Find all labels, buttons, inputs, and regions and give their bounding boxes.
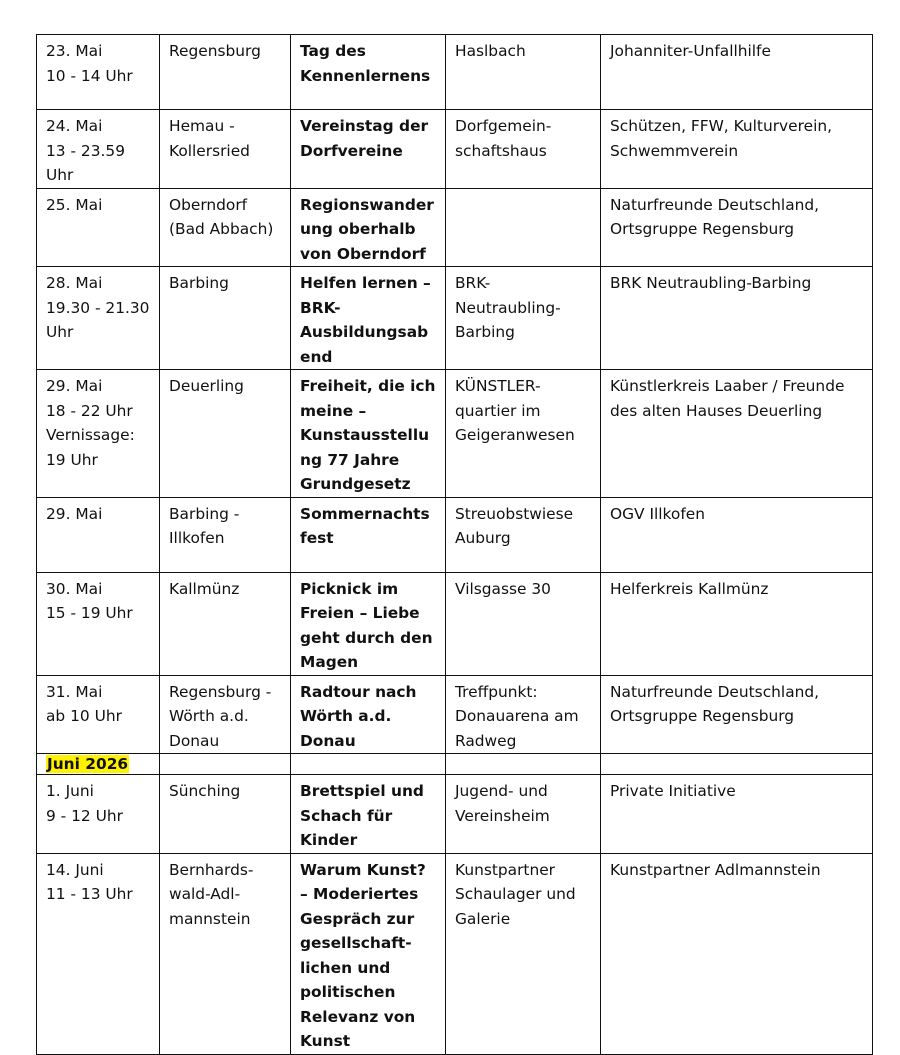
month-cell [37, 754, 160, 775]
date-cell: 30. Mai 15 - 19 Uhr [37, 572, 160, 675]
place-cell: Hemau - Kollersried [160, 110, 291, 189]
venue-cell: Vilsgasse 30 [446, 572, 601, 675]
venue-cell [446, 188, 601, 267]
venue-cell: KÜNSTLER- quartier im Geigeranwesen [446, 370, 601, 498]
organizer-cell: BRK Neutraubling-Barbing [601, 267, 873, 370]
organizer-cell: Schützen, FFW, Kulturverein, Schwemmverein [601, 110, 873, 189]
date-cell: 29. Mai [37, 497, 160, 572]
place-cell: Barbing - Illkofen [160, 497, 291, 572]
place-cell: Regensburg - Wörth a.d. Donau [160, 675, 291, 754]
venue-cell: Haslbach [446, 35, 601, 110]
venue-cell: Treffpunkt: Donauarena am Radweg [446, 675, 601, 754]
date-cell: 23. Mai 10 - 14 Uhr [37, 35, 160, 110]
empty-cell [446, 754, 601, 775]
place-cell: Barbing [160, 267, 291, 370]
event-table [36, 34, 873, 1055]
place-cell: Oberndorf (Bad Abbach) [160, 188, 291, 267]
date-cell: 29. Mai 18 - 22 Uhr Vernissage: 19 Uhr [37, 370, 160, 498]
table-row [37, 35, 873, 110]
venue-cell: Dorfgemein- schaftshaus [446, 110, 601, 189]
month-label: Juni 2026 [47, 755, 129, 773]
title-cell: Helfen lernen – BRK- Ausbildungsab end [291, 267, 446, 370]
table-row [37, 110, 873, 189]
title-cell: Picknick im Freien – Liebe geht durch den Magen [291, 572, 446, 675]
venue-cell: Kunstpartner Schaulager und Galerie [446, 853, 601, 1054]
organizer-cell: Helferkreis Kallmünz [601, 572, 873, 675]
title-cell: Radtour nach Wörth a.d. Donau [291, 675, 446, 754]
date-cell: 28. Mai 19.30 - 21.30 Uhr [37, 267, 160, 370]
venue-cell: Streuobstwiese Auburg [446, 497, 601, 572]
empty-cell [601, 754, 873, 775]
title-cell: Sommernachts fest [291, 497, 446, 572]
table-row [37, 188, 873, 267]
organizer-cell: Johanniter-Unfallhilfe [601, 35, 873, 110]
organizer-cell: Private Initiative [601, 775, 873, 854]
date-cell: 24. Mai 13 - 23.59 Uhr [37, 110, 160, 189]
date-cell: 1. Juni 9 - 12 Uhr [37, 775, 160, 854]
title-cell: Warum Kunst? – Moderiertes Gespräch zur gesellschaft- lichen und politischen Relevanz von Kunst [291, 853, 446, 1054]
table-row [37, 775, 873, 854]
organizer-cell: Kunstpartner Adlmannstein [601, 853, 873, 1054]
table-row [37, 267, 873, 370]
event-table-body [37, 35, 873, 1055]
title-cell: Regionswander ung oberhalb von Oberndorf [291, 188, 446, 267]
organizer-cell: Künstlerkreis Laaber / Freunde des alten Hauses Deuerling [601, 370, 873, 498]
place-cell: Kallmünz [160, 572, 291, 675]
place-cell: Deuerling [160, 370, 291, 498]
empty-cell [160, 754, 291, 775]
place-cell: Sünching [160, 775, 291, 854]
table-row [37, 370, 873, 498]
date-cell: 31. Mai ab 10 Uhr [37, 675, 160, 754]
venue-cell: BRK- Neutraubling- Barbing [446, 267, 601, 370]
empty-cell [291, 754, 446, 775]
date-cell: 25. Mai [37, 188, 160, 267]
title-cell: Brettspiel und Schach für Kinder [291, 775, 446, 854]
table-row [37, 572, 873, 675]
table-row [37, 675, 873, 754]
table-row [37, 497, 873, 572]
title-cell: Tag des Kennenlernens [291, 35, 446, 110]
venue-cell: Jugend- und Vereinsheim [446, 775, 601, 854]
month-row [37, 754, 873, 775]
organizer-cell: OGV Illkofen [601, 497, 873, 572]
date-cell: 14. Juni 11 - 13 Uhr [37, 853, 160, 1054]
organizer-cell: Naturfreunde Deutschland, Ortsgruppe Regensburg [601, 188, 873, 267]
title-cell: Freiheit, die ich meine – Kunstausstellu ng 77 Jahre Grundgesetz [291, 370, 446, 498]
table-row [37, 853, 873, 1054]
title-cell: Vereinstag der Dorfvereine [291, 110, 446, 189]
organizer-cell: Naturfreunde Deutschland, Ortsgruppe Regensburg [601, 675, 873, 754]
place-cell: Regensburg [160, 35, 291, 110]
place-cell: Bernhards- wald-Adl- mannstein [160, 853, 291, 1054]
